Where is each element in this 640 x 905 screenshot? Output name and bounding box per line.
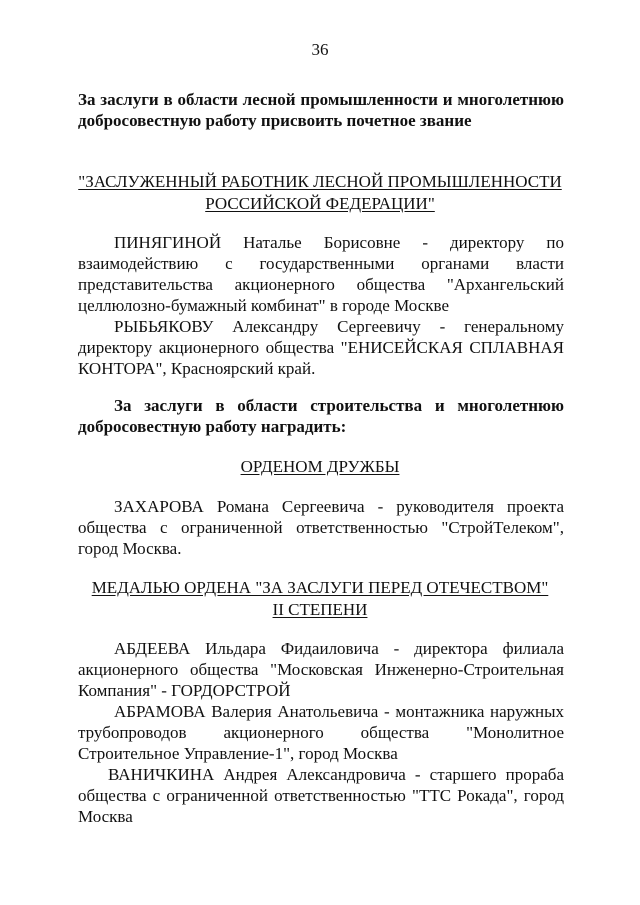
award-entry: РЫБЬЯКОВУ Александру Сергеевичу - генеральному директору акционерного общества "ЕНИСЕЙСКАЯ СПЛАВНАЯ КОНТОРА", Красноярский край. xyxy=(78,317,564,378)
award-entry: ЗАХАРОВА Романа Сергеевича - руководителя проекта общества с ограниченной ответственностью "СтройТелеком", город Москва. xyxy=(78,497,564,558)
section-intro-construction: За заслуги в области строительства и многолетнюю добросовестную работу наградить: xyxy=(78,396,564,436)
award-title-medal xyxy=(60,577,580,621)
award-title-line: РОССИЙСКОЙ ФЕДЕРАЦИИ" xyxy=(205,194,435,213)
award-title-line: ОРДЕНОМ ДРУЖБЫ xyxy=(240,457,400,476)
section-intro-forestry: За заслуги в области лесной промышленности и многолетнюю добросовестную работу присвоить почетное звание xyxy=(78,90,564,130)
award-title-friendship-order xyxy=(60,456,580,478)
award-title-line: МЕДАЛЬЮ ОРДЕНА "ЗА ЗАСЛУГИ ПЕРЕД ОТЕЧЕСТВОМ" xyxy=(91,578,549,597)
award-title-line: "ЗАСЛУЖЕННЫЙ РАБОТНИК ЛЕСНОЙ ПРОМЫШЛЕННОСТИ xyxy=(78,172,562,191)
award-title-line: II СТЕПЕНИ xyxy=(272,600,368,619)
award-entry: ВАНИЧКИНА Андрея Александровича - старшего прораба общества с ограниченной ответственностью "ТТС Рокада", город Москва xyxy=(78,765,564,826)
award-entry: АБДЕЕВА Ильдара Фидаиловича - директора филиала акционерного общества "Московская Инженерно-Строительная Компания" - ГОРДОРСТРОЙ xyxy=(78,639,564,700)
award-entry: АБРАМОВА Валерия Анатольевича - монтажника наружных трубопроводов акционерного общества "Монолитное Строительное Управление-1", город Москва xyxy=(78,702,564,763)
award-entry: ПИНЯГИНОЙ Наталье Борисовне - директору по взаимодействию с государственными органами власти представительства акционерного общества "Архангельский целлюлозно-бумажный комбинат" в городе Москве xyxy=(78,233,564,315)
page-number: 36 xyxy=(311,40,329,59)
award-title-forestry xyxy=(60,171,580,215)
